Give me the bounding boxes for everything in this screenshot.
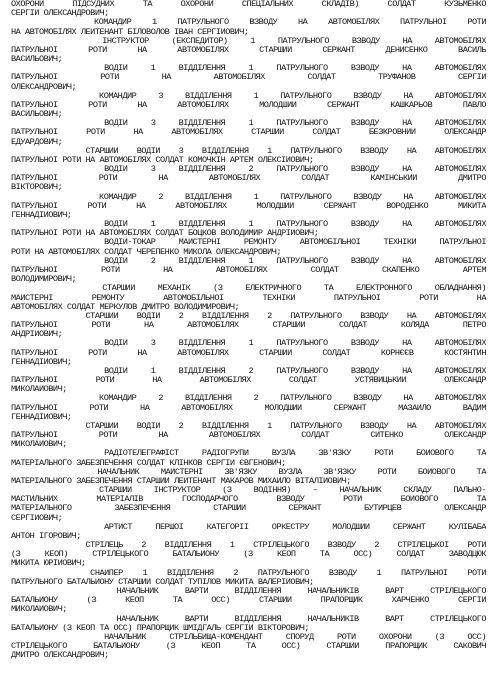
text-line: НАЧАЛЬНИК ВАРТИ ВІДДІЛЕННЯ НАЧАЛЬНИКІВ ВАРТ СТРІЛЕЦЬКОГО <box>11 587 486 596</box>
text-line: АНТОН ІГОРОВИЧ; <box>11 532 81 541</box>
text-line: ГЕННАДІЙОВИЧ; <box>11 413 72 422</box>
text-line: ВОДІЙ 3 ВІДДІЛЕННЯ 2 ПАТРУЛЬНОГО ВЗВОДУ НА АВТОМОБІЛЯХ <box>11 165 486 174</box>
text-line: КОМАНДИР 1 ПАТРУЛЬНОГО ВЗВОДУ НА АВТОМОБІЛЯХ ПАТРУЛЬНОЇ РОТИ <box>11 18 486 27</box>
text-line: (З КЕОП) СТРІЛЕЦЬКОГО БАТАЛЬЙОНУ (З КЕОП ТА ОСС) СОЛДАТ ЗАВОДЦЮК <box>11 550 486 559</box>
text-line: СТАРШИЙ ІНСТРУКТОР (З ВОДІННЯ) – НАЧАЛЬНИК СКЛАДУ ПАЛЬНО- <box>11 486 486 495</box>
text-line: АНДРІЙОВИЧ; <box>11 330 63 339</box>
text-line: ПАТРУЛЬНОЇ РОТИ НА АВТОМОБІЛЯХ СОЛДАТ СИТЕНКО ОЛЕКСАНДР <box>11 431 486 440</box>
text-line: СТРІЛЕЦЬКОГО БАТАЛЬЙОНУ (З КЕОП ТА ОСС) СТАРШИЙ ПРАПОРЩИК САКОВИЧ <box>11 642 486 651</box>
text-line: КОМАНДИР 3 ВІДДІЛЕННЯ 1 ПАТРУЛЬНОГО ВЗВОДУ НА АВТОМОБІЛЯХ <box>11 92 486 101</box>
text-line: ПАТРУЛЬНОЇ РОТИ НА АВТОМОБІЛЯХ СТАРШИЙ СЕРЖАНТ ДЕНИСЕНКО ВАСИЛЬ <box>11 46 486 55</box>
text-line: ПАТРУЛЬНОГО БАТАЛЬЙОНУ СТАРШИЙ СОЛДАТ ТУПІЛОВ МИКИТА ВАЛЕРІЙОВИЧ; <box>11 578 314 587</box>
text-line: ВОДІЙ 3 ВІДДІЛЕННЯ 1 ПАТРУЛЬНОГО ВЗВОДУ НА АВТОМОБІЛЯХ <box>11 119 486 128</box>
text-line: МИКОЛАЙОВИЧ; <box>11 440 67 449</box>
text-line: ПАТРУЛЬНОЇ РОТИ НА АВТОМОБІЛЯХ СОЛДАТ КАМІНСЬКИЙ ДМИТРО <box>11 174 486 183</box>
text-line: РОТИ НА АВТОМОБІЛЯХ СОЛДАТ ЧЕРЕПЕНКО МИКОЛА ОЛЕКСАНДРОВИЧ; <box>11 248 282 257</box>
text-line: СТАРШИЙ ВОДІЙ 2 ВІДДІЛЕННЯ 2 ПАТРУЛЬНОГО ВЗВОДУ НА АВТОМОБІЛЯХ <box>11 312 486 321</box>
text-line: БАТАЛЬЙОНУ (З КЕОП ТА ОСС) ПРАПОРЩИК ШМІДГАЛЬ СЕРГІЙ ВІКТОРОВИЧ; <box>11 624 310 633</box>
text-line: ВОДІЙ 1 ВІДДІЛЕННЯ 1 ПАТРУЛЬНОГО ВЗВОДУ НА АВТОМОБІЛЯХ <box>11 220 486 229</box>
text-line: МАТЕРІАЛЬНОГО ЗАБЕЗПЕЧЕННЯ СТАРШИЙ ЛЕЙТЕНАНТ МАКАРОВ МИХАЙЛО ВІТАЛІЙОВИЧ; <box>11 477 351 486</box>
text-line: ПАТРУЛЬНОЇ РОТИ НА АВТОМОБІЛЯХ МОЛОДШИЙ СЕРЖАНТ МАЗАЙЛО ВАДИМ <box>11 403 486 413</box>
text-line: ДМИТРО ОЛЕКСАНДРОВИЧ; <box>11 651 109 660</box>
text-line: МАТЕРІАЛЬНОГО ЗАБЕЗПЕЧЕННЯ СОЛДАТ КЛІНКОВ СЕРГІЙ ЄВГЕНОВИЧ; <box>11 458 286 468</box>
text-line: СЕРГІЙ ОЛЕКСАНДРОВИЧ; <box>11 9 109 18</box>
text-line: СТАРШИЙ МЕХАНІК (З ЕЛЕКТРИЧНОГО ТА ЕЛЕКТРОННОГО ОБЛАДНАННЯ) <box>11 284 486 293</box>
text-line: ВОДІЙ 1 ВІДДІЛЕННЯ 1 ПАТРУЛЬНОГО ВЗВОДУ НА АВТОМОБІЛЯХ <box>11 64 486 73</box>
text-line: СНАЙПЕР 1 ВІДДІЛЕННЯ 2 ПАТРУЛЬНОГО ВЗВОДУ 1 ПАТРУЛЬНОЇ РОТИ <box>11 569 486 578</box>
text-line: СТАРШИЙ ВОДІЙ 2 ВІДДІЛЕННЯ 1 ПАТРУЛЬНОГО ВЗВОДУ НА АВТОМОБІЛЯХ <box>11 422 486 431</box>
text-line: АРТИСТ ПЕРШОЇ КАТЕГОРІЇ ОРКЕСТРУ МОЛОДШИЙ СЕРЖАНТ КУЛІБАБА <box>11 523 486 532</box>
text-line: ПАТРУЛЬНОЇ РОТИ НА АВТОМОБІЛЯХ СОЛДАТ КОМОЧКІН АРТЕМ ОЛЕКСІЙОВИЧ; <box>11 156 314 165</box>
text-line: ПАТРУЛЬНОЇ РОТИ НА АВТОМОБІЛЯХ СТАРШИЙ СОЛДАТ КОЛЯДА ПЕТРО <box>11 321 486 330</box>
text-line: НА АВТОМОБІЛЯХ ЛЕЙТЕНАНТ БІЛОВОЛОВ ІВАН СЕРГІЙОВИЧ; <box>11 27 249 37</box>
text-line: ВАСИЛЬОВИЧ; <box>11 55 63 64</box>
text-line: ПАТРУЛЬНОЇ РОТИ НА АВТОМОБІЛЯХ СТАРШИЙ СОЛДАТ БЕЗКРОВНИЙ ОЛЕКСАНДР <box>11 128 486 138</box>
text-line: ПАТРУЛЬНОЇ РОТИ НА АВТОМОБІЛЯХ СТАРШИЙ СОЛДАТ КОРНЄЄВ КОСТЯНТИН <box>11 348 486 358</box>
text-line: НАЧАЛЬНИК СТРІЛЬБИЩА-КОМЕНДАНТ СПОРУД РОТИ ОХОРОНИ (З ОСС) <box>11 633 486 642</box>
text-line: ВІКТОРОВИЧ; <box>11 183 63 193</box>
text-line: ГЕННАДІЙОВИЧ; <box>11 358 72 367</box>
text-line: МИКОЛАЙОВИЧ; <box>11 605 67 614</box>
text-line: СТРІЛЕЦЬ 2 ВІДДІЛЕННЯ 1 СТРІЛЕЦЬКОГО ВЗВОДУ 2 СТРІЛЕЦЬКОЇ РОТИ <box>11 541 486 550</box>
text-line: КОМАНДИР 2 ВІДДІЛЕННЯ 2 ПАТРУЛЬНОГО ВЗВОДУ НА АВТОМОБІЛЯХ <box>11 394 486 404</box>
text-line: МИКОЛАЙОВИЧ; <box>11 385 67 394</box>
text-line: ПАТРУЛЬНОЇ РОТИ НА АВТОМОБІЛЯХ МОЛОДШИЙ СЕРЖАНТ КАШКАРЬОВ ПАВЛО <box>11 101 486 110</box>
text-line: РАДІОТЕЛЕГРАФІСТ РАДІОГРУПИ ВУЗЛА ЗВ'ЯЗКУ РОТИ БОЙОВОГО ТА <box>11 449 486 459</box>
text-line: ПАТРУЛЬНОЇ РОТИ НА АВТОМОБІЛЯХ МОЛОДШИЙ СЕРЖАНТ ВОРОДЕНКО МИКИТА <box>11 202 486 211</box>
text-line: ОХОРОНИ ПІДСУДНИХ ТА ОХОРОНИ СПЕЦІАЛЬНИХ СКЛАДІВ) СОЛДАТ КУЗЬМЕНКО <box>11 0 486 9</box>
text-line: ОЛЕКСАНДРОВИЧ; <box>11 82 77 92</box>
text-line: ІНСТРУКТОР (ЕКСПЕДИТОР) 1 ПАТРУЛЬНОГО ВЗВОДУ НА АВТОМОБІЛЯХ <box>11 37 486 46</box>
text-line: ВОДІЙ 3 ВІДДІЛЕННЯ 1 ПАТРУЛЬНОГО ВЗВОДУ НА АВТОМОБІЛЯХ <box>11 339 486 349</box>
text-line: АВТОМОБІЛЯХ СОЛДАТ МЕРКУЛОВ ДМИТРО ВОЛОДИМИРОВИЧ; <box>11 303 240 312</box>
text-line: ВОЛОДИМИРОВИЧ; <box>11 275 77 284</box>
text-line: НАЧАЛЬНИК ВАРТИ ВІДДІЛЕННЯ НАЧАЛЬНИКІВ ВАРТ СТРІЛЕЦЬКОГО <box>11 614 486 624</box>
text-line: ПАТРУЛЬНОЇ РОТИ НА АВТОМОБІЛЯХ СОЛДАТ ТРУФАНОВ СЕРГІЙ <box>11 73 486 83</box>
text-line: МАЙСТЕРНІ РЕМОНТУ АВТОМОБІЛЬНОЇ ТЕХНІКИ ПАТРУЛЬНОЇ РОТИ НА <box>11 293 486 303</box>
text-line: ПАТРУЛЬНОЇ РОТИ НА АВТОМОБІЛЯХ СОЛДАТ СКАПЕНКО АРТЕМ <box>11 266 486 275</box>
text-line: ЕДУАРДОВИЧ; <box>11 137 63 147</box>
text-line: ВАСИЛЬОВИЧ; <box>11 110 63 119</box>
text-line: СЕРГІЙОВИЧ; <box>11 513 63 523</box>
text-line: ВОДІЙ-ТОКАР МАЙСТЕРНІ РЕМОНТУ АВТОМОБІЛЬНОЇ ТЕХНІКИ ПАТРУЛЬНОЇ <box>11 238 486 248</box>
text-line: ПАТРУЛЬНОЇ РОТИ НА АВТОМОБІЛЯХ СОЛДАТ УСТЯВИЦЬКИЙ ОЛЕКСАНДР <box>11 376 486 385</box>
text-line: МАСТИЛЬНИХ МАТЕРІАЛІВ ГОСПОДАРЧОГО ВЗВОДУ РОТИ БОЙОВОГО ТА <box>11 495 486 504</box>
text-line: ГЕННАДІЙОВИЧ; <box>11 211 72 220</box>
text-line: БАТАЛЬЙОНУ (З КЕОП ТА ОСС) СТАРШИЙ ПРАПОРЩИК ХАРЧЕНКО СЕРГІЙ <box>11 596 486 605</box>
text-line: МИКИТА ЮРІЙОВИЧ; <box>11 559 86 569</box>
text-line: СТАРШИЙ ВОДІЙ 3 ВІДДІЛЕННЯ 1 ПАТРУЛЬНОГО ВЗВОДУ НА АВТОМОБІЛЯХ <box>11 147 486 156</box>
text-line: МАТЕРІАЛЬНОГО ЗАБЕЗПЕЧЕННЯ СТАРШИЙ СЕРЖАНТ БУТИРЦЕВ ОЛЕКСАНДР <box>11 504 486 514</box>
text-line: НАЧАЛЬНИК МАЙСТЕРНІ ЗВ'ЯЗКУ ВУЗЛА ЗВ'ЯЗКУ РОТИ БОЙОВОГО ТА <box>11 468 486 477</box>
text-line: КОМАНДИР 2 ВІДДІЛЕННЯ 1 ПАТРУЛЬНОГО ВЗВОДУ НА АВТОМОБІЛЯХ <box>11 192 486 202</box>
text-line: ВОДІЙ 2 ВІДДІЛЕННЯ 1 ПАТРУЛЬНОГО ВЗВОДУ НА АВТОМОБІЛЯХ <box>11 257 486 266</box>
text-line: ПАТРУЛЬНОЇ РОТИ НА АВТОМОБІЛЯХ СОЛДАТ БОЦКОВ ВОЛОДИМИР АНДРІЙОВИЧ; <box>11 229 319 238</box>
text-line: ВОДІЙ 1 ВІДДІЛЕННЯ 2 ПАТРУЛЬНОГО ВЗВОДУ НА АВТОМОБІЛЯХ <box>11 367 486 376</box>
